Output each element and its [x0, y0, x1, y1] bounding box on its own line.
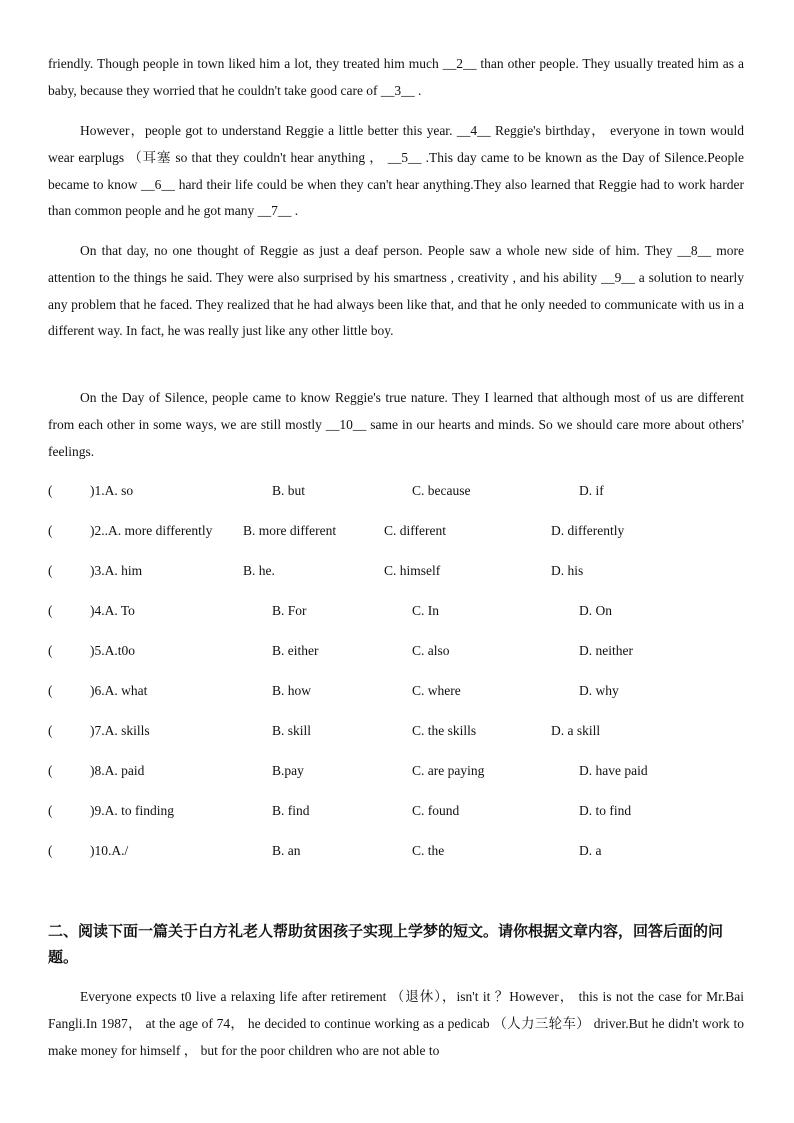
- option-a: )5.A.t0o: [90, 643, 135, 658]
- option-b: B. he.: [243, 563, 275, 578]
- option-a: )2..A. more differently: [90, 523, 213, 538]
- option-a: )1.A. so: [90, 483, 134, 498]
- answer-blank[interactable]: (: [48, 523, 53, 538]
- answer-blank[interactable]: (: [48, 843, 53, 858]
- option-b: B. find: [272, 803, 310, 818]
- option-b: B. but: [272, 483, 306, 498]
- question-row-7: [48, 721, 744, 741]
- question-row-4: [48, 601, 744, 621]
- option-a: )7.A. skills: [90, 723, 150, 738]
- option-b: B.pay: [272, 763, 304, 778]
- section-2-heading: 二、阅读下面一篇关于白方礼老人帮助贫困孩子实现上学梦的短文。请你根据文章内容，回答后面的问题。: [48, 922, 724, 966]
- option-b: B. how: [272, 683, 312, 698]
- option-c: C. the skills: [412, 723, 477, 738]
- option-d: D. On: [579, 603, 612, 618]
- option-d: D. differently: [551, 523, 625, 538]
- option-c: C. are paying: [412, 763, 485, 778]
- passage-paragraph-3: On that day, no one thought of Reggie as just a deaf person. People saw a whole new side of him. They __8__ more attention to the things he said. They were also surprised by his smartness , creativity , and his ability __9__ a solution to nearly any problem that he faced. They realized that he had always been like that, and that he only needed to communicate with us in a different way. In fact, he was really just like any other little boy.: [48, 243, 744, 339]
- option-c: C. the: [412, 843, 445, 858]
- option-d: D. a skill: [551, 723, 601, 738]
- passage-paragraph-4: On the Day of Silence, people came to know Reggie's true nature. They I learned that although most of us are different from each other in some ways, we are still mostly __10__ same in our hearts and minds. So we should care more about others' feelings.: [48, 390, 744, 459]
- option-d: D. neither: [579, 643, 633, 658]
- option-d: D. if: [579, 483, 604, 498]
- answer-blank[interactable]: (: [48, 563, 53, 578]
- answer-blank[interactable]: (: [48, 603, 53, 618]
- option-c: C. found: [412, 803, 460, 818]
- option-a: )4.A. To: [90, 603, 135, 618]
- question-row-5: [48, 641, 744, 661]
- question-row-9: [48, 801, 744, 821]
- option-a: )9.A. to finding: [90, 803, 174, 818]
- option-b: B. skill: [272, 723, 312, 738]
- option-c: C. also: [412, 643, 450, 658]
- option-d: D. have paid: [579, 763, 648, 778]
- option-a: )6.A. what: [90, 683, 148, 698]
- option-a: )10.A./: [90, 843, 129, 858]
- answer-blank[interactable]: (: [48, 483, 53, 498]
- option-d: D. his: [551, 563, 584, 578]
- option-d: D. a: [579, 843, 602, 858]
- question-row-2: [48, 521, 744, 541]
- question-row-3: [48, 561, 744, 581]
- question-row-8: [48, 761, 744, 781]
- option-c: C. himself: [384, 563, 441, 578]
- answer-blank[interactable]: (: [48, 683, 53, 698]
- question-row-10: [48, 841, 744, 861]
- option-b: B. an: [272, 843, 301, 858]
- passage-paragraph-1: friendly. Though people in town liked him a lot, they treated him much __2__ than other people. They usually treated him as a baby, because they worried that he couldn't take good care of __3__ .: [48, 56, 744, 98]
- answer-blank[interactable]: (: [48, 803, 53, 818]
- option-a: )3.A. him: [90, 563, 143, 578]
- option-c: C. different: [384, 523, 446, 538]
- section-2-paragraph-1: Everyone expects t0 live a relaxing life after retirement （退休），isn't it ？However， this is not the case for Mr.Bai Fangli.In 1987， at the age of 74， he decided to continue working as a pedicab （人力三轮车） driver.But he didn't work to make money for himself ， but for the poor children who are not able to: [48, 989, 744, 1058]
- option-c: C. because: [412, 483, 471, 498]
- answer-blank[interactable]: (: [48, 643, 53, 658]
- option-b: B. more different: [243, 523, 337, 538]
- option-d: D. why: [579, 683, 619, 698]
- question-row-6: [48, 681, 744, 701]
- option-b: B. For: [272, 603, 307, 618]
- option-c: C. In: [412, 603, 439, 618]
- option-c: C. where: [412, 683, 461, 698]
- option-b: B. either: [272, 643, 319, 658]
- passage-paragraph-2: However，people got to understand Reggie a little better this year. __4__ Reggie's birthday， everyone in town would wear earplugs （耳塞 so that they couldn't hear anything ， __5__ .This day came to be known as the Day of Silence.People became to know __6__ hard their life could be when they can't hear anything.They also learned that Reggie had to work harder than common people and he got many __7__ .: [48, 123, 744, 219]
- option-d: D. to find: [579, 803, 632, 818]
- question-row-1: [48, 481, 744, 501]
- answer-blank[interactable]: (: [48, 763, 53, 778]
- option-a: )8.A. paid: [90, 763, 145, 778]
- answer-blank[interactable]: (: [48, 723, 53, 738]
